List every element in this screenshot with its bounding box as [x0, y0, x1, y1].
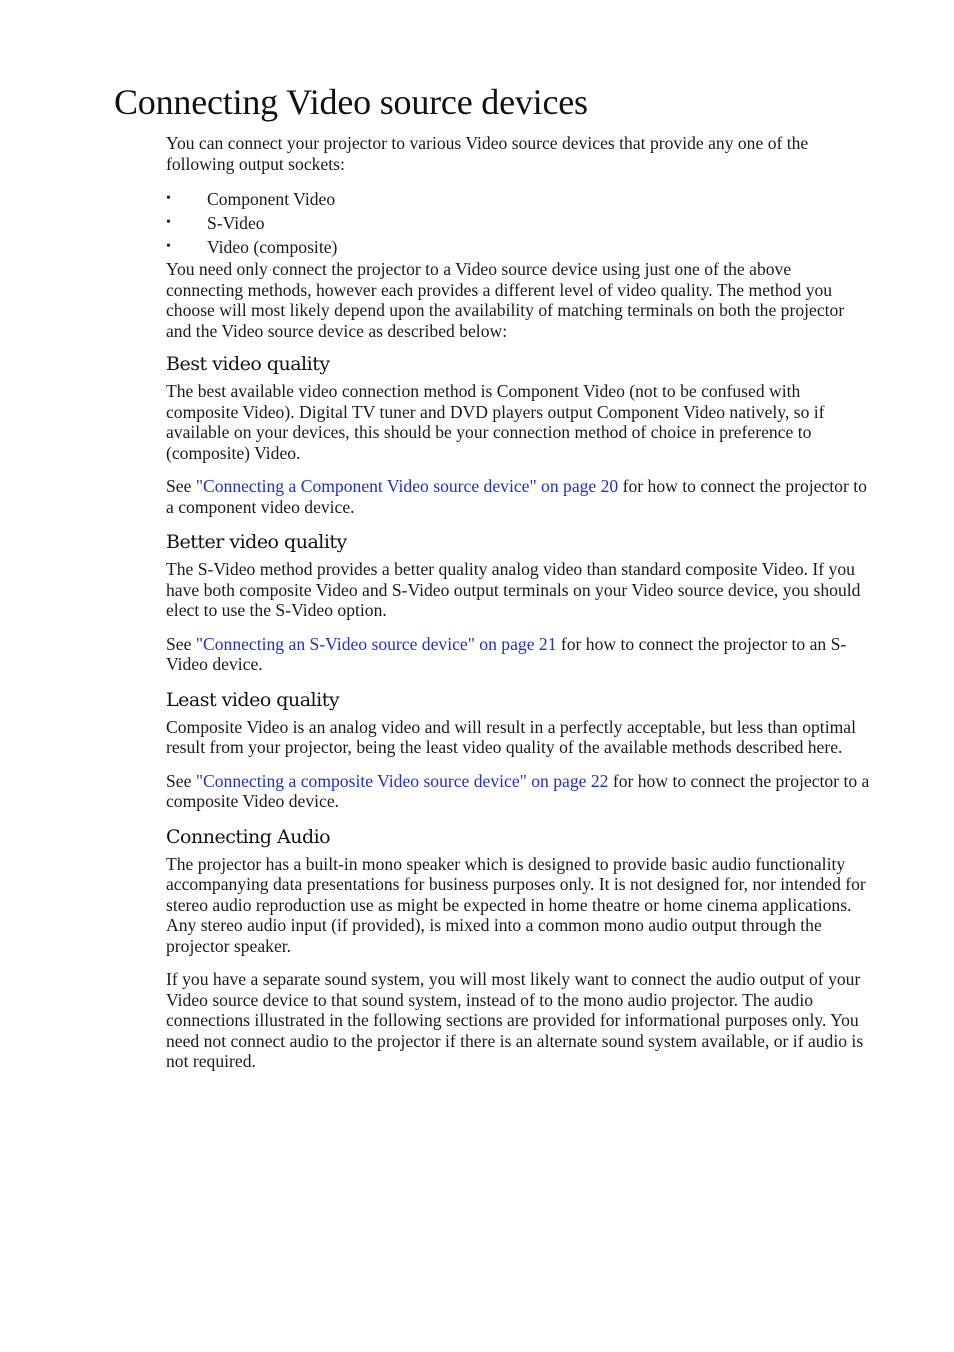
- component-video-link[interactable]: "Connecting a Component Video source device" on page 20: [195, 476, 619, 496]
- better-quality-body: The S-Video method provides a better quality analog video than standard composite Video. If you have both composite Video and S-Video output terminals on your Video source device, you should elect to use the S-Video option.: [166, 559, 861, 620]
- list-item: [166, 187, 872, 211]
- s-video-link[interactable]: "Connecting an S-Video source device" on page 21: [195, 633, 557, 654]
- better-quality-see-also: [166, 634, 872, 675]
- best-quality-heading: Best video quality: [166, 353, 330, 375]
- bullet-icon: •: [166, 191, 171, 206]
- least-quality-heading: Least video quality: [166, 688, 340, 711]
- list-item-label: Video (composite): [207, 237, 338, 257]
- see-prefix: See: [166, 476, 196, 496]
- least-quality-body: Composite Video is an analog video and will result in a perfectly acceptable, but less than optimal result from your projector, being the least video quality of the available methods described here.: [166, 716, 856, 757]
- see-suffix: for how to connect the projector to a component video device.: [166, 476, 867, 517]
- list-item-label: S-Video: [207, 213, 265, 233]
- page-content: [166, 133, 872, 1085]
- better-quality-heading: Better video quality: [166, 531, 347, 553]
- list-item-label: Component Video: [207, 189, 336, 209]
- least-quality-see-also: [166, 771, 872, 812]
- output-sockets-list: [166, 187, 872, 259]
- connecting-audio-heading: Connecting Audio: [166, 825, 331, 848]
- list-item: [166, 235, 872, 259]
- bullet-icon: •: [166, 215, 171, 230]
- see-prefix: See: [166, 633, 196, 654]
- best-quality-body: The best available video connection method is Component Video (not to be confused with composite Video). Digital TV tuner and DVD players output Component Video natively, so if available on your devices, this should be your connection method of choice in preference to (composite) Video.: [166, 381, 825, 463]
- audio-body-2: If you have a separate sound system, you will most likely want to connect the audio output of your Video source device to that sound system, instead of to the mono audio projector. The audio connections illustrated in the following sections are provided for informational purposes only. You need not connect audio to the projector if there is an alternate sound system available, or if audio is not required.: [166, 969, 864, 1071]
- methods-paragraph: You need only connect the projector to a Video source device using just one of the above connecting methods, however each provides a different level of video quality. The method you choose will most likely depend upon the availability of matching terminals on both the projector and the Video source device as described below:: [166, 259, 845, 341]
- list-item: [166, 211, 872, 235]
- composite-video-link[interactable]: "Connecting a composite Video source device" on page 22: [195, 770, 609, 791]
- see-suffix: for how to connect the projector to a composite Video device.: [166, 770, 870, 811]
- see-prefix: See: [166, 770, 196, 791]
- best-quality-see-also: [166, 476, 872, 517]
- intro-paragraph: You can connect your projector to various Video source devices that provide any one of the following output sockets:: [166, 133, 809, 174]
- bullet-icon: •: [166, 239, 171, 254]
- see-suffix: for how to connect the projector to an S-Video device.: [166, 633, 847, 674]
- page-title: Connecting Video source devices: [114, 82, 588, 122]
- audio-body-1: The projector has a built-in mono speaker which is designed to provide basic audio functionality accompanying data presentations for business purposes only. It is not designed for, nor intended for stereo audio reproduction use as might be expected in home theatre or home cinema applications. Any stereo audio input (if provided), is mixed into a common mono audio output through the projector speaker.: [166, 853, 866, 956]
